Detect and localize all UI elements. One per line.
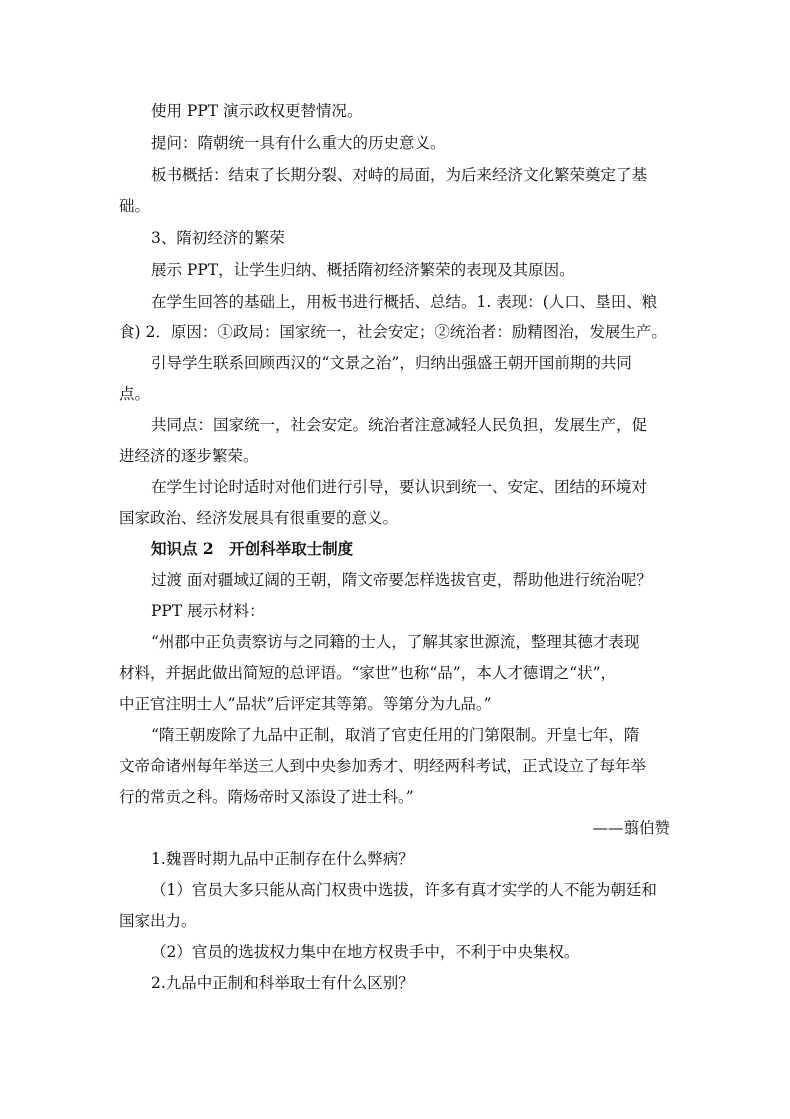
quote-line: 中正官注明士人“品状”后评定其等第。等第分为九品。”: [119, 695, 492, 713]
text-line: 在学生讨论时适时对他们进行引导，要认识到统一、安定、团结的环境对: [151, 478, 648, 496]
text-line: 点。: [119, 385, 151, 403]
knowledge-point-heading: 知识点 2 开创科举取士制度: [151, 539, 354, 558]
text-line: 提问：隋朝统一具有什么重大的历史意义。: [151, 134, 446, 152]
text-line: 引导学生联系回顾西汉的“文景之治”，归纳出强盛王朝开国前期的共同: [151, 354, 632, 372]
text-line: PPT 展示材料：: [151, 602, 265, 620]
text-line: 础。: [119, 197, 151, 215]
text-line: 板书概括：结束了长期分裂、对峙的局面，为后来经济文化繁荣奠定了基: [151, 166, 648, 184]
quote-attribution: ——翦伯赞: [592, 819, 670, 837]
quote-line: 材料，并据此做出简短的总评语。“家世”也称“品”，本人才德谓之“状”，: [119, 664, 617, 682]
question-line: 2.九品中正制和科举取士有什么区别？: [151, 974, 414, 992]
text-line: 过渡 面对疆域辽阔的王朝，隋文帝要怎样选拔官吏，帮助他进行统治呢？: [151, 571, 652, 589]
quote-line: 行的常贡之科。隋炀帝时又添设了进士科。”: [119, 788, 414, 806]
quote-line: 文帝命诸州每年举送三人到中央参加秀才、明经两科考试，正式设立了每年举: [119, 757, 647, 775]
quote-line: “州郡中正负责察访与之同籍的士人，了解其家世源流，整理其德才表现: [151, 633, 640, 651]
text-line: 食) 2．原因：①政局：国家统一，社会安定；②统治者：励精图治，发展生产。: [119, 323, 667, 341]
text-line: 在学生回答的基础上，用板书进行概括、总结。1. 表现：(人口、垦田、粮: [151, 293, 658, 311]
answer-line: 国家出力。: [119, 912, 197, 930]
section-heading: 3、隋初经济的繁荣: [151, 229, 285, 247]
question-line: 1.魏晋时期九品中正制存在什么弊病？: [151, 850, 414, 868]
quote-line: “隋王朝废除了九品中正制，取消了官吏任用的门第限制。开皇七年，隋: [151, 726, 640, 744]
answer-line: （2）官员的选拔权力集中在地方权贵手中，不利于中央集权。: [151, 943, 580, 961]
answer-line: （1）官员大多只能从高门权贵中选拔，许多有真才实学的人不能为朝廷和: [151, 881, 657, 899]
text-line: 使用 PPT 演示政权更替情况。: [151, 102, 363, 120]
text-line: 进经济的逐步繁荣。: [119, 447, 259, 465]
text-line: 国家政治、经济发展具有很重要的意义。: [119, 509, 399, 527]
text-line: 共同点：国家统一，社会安定。统治者注意减轻人民负担，发展生产，促: [151, 416, 648, 434]
text-line: 展示 PPT，让学生归纳、概括隋初经济繁荣的表现及其原因。: [151, 261, 575, 279]
